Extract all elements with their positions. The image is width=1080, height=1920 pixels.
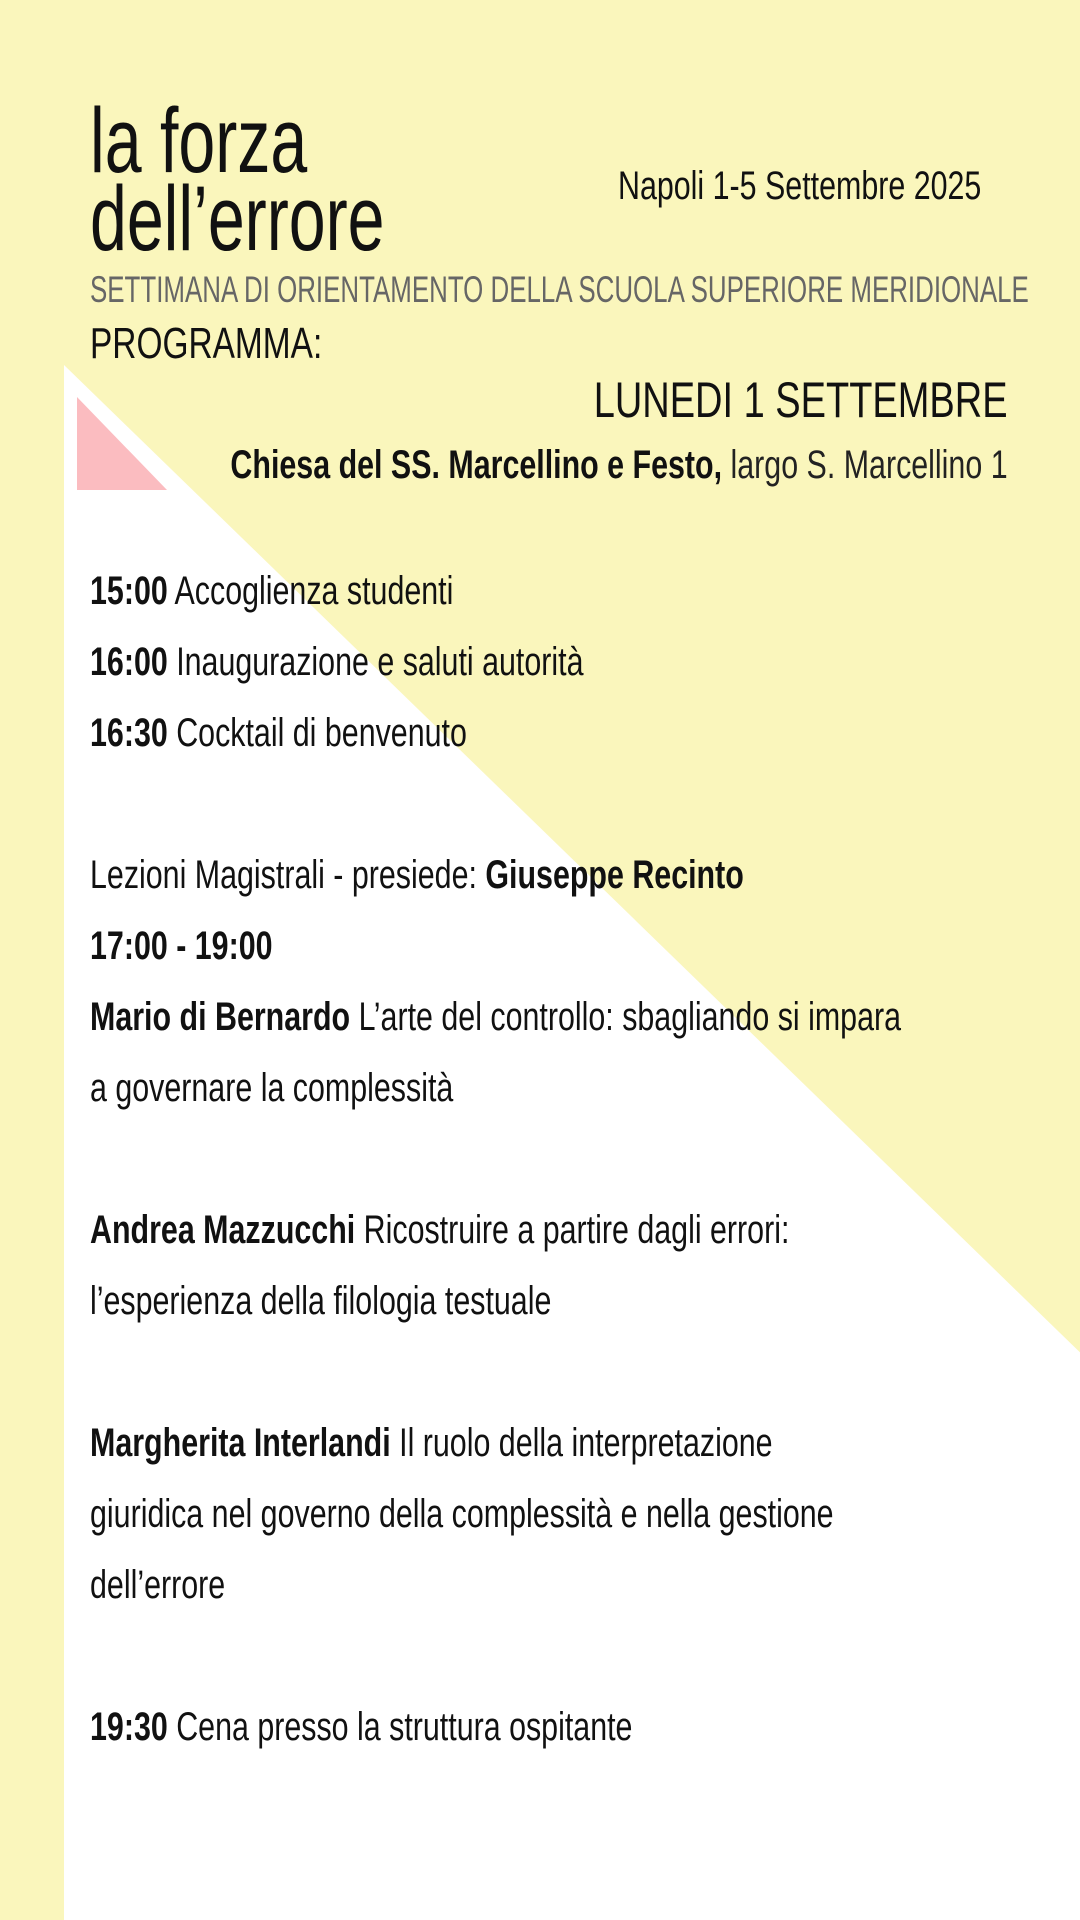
schedule-item (90, 556, 1050, 627)
event-subtitle: SETTIMANA DI ORIENTAMENTO DELLA SCUOLA SUPERIORE MERIDIONALE (90, 269, 1029, 310)
venue-name: Chiesa del SS. Marcellino e Festo, (230, 443, 723, 487)
spacer (90, 1621, 1050, 1692)
schedule-text: Cocktail di benvenuto (167, 711, 467, 755)
lecture-item (90, 982, 1050, 1053)
lecture-speaker: Andrea Mazzucchi (90, 1208, 356, 1252)
dinner-text: Cena presso la struttura ospitante (167, 1705, 633, 1749)
schedule-item (90, 698, 1050, 769)
lecture-speaker: Mario di Bernardo (90, 995, 351, 1039)
venue (0, 440, 1008, 490)
lecture-item (90, 1195, 1050, 1266)
lectures-chair: Giuseppe Recinto (485, 853, 744, 897)
lectures-heading: Lezioni Magistrali - presiede: Giuseppe Recinto (90, 853, 744, 897)
lecture-item-cont: giuridica nel governo della complessità e nella gestione (90, 1492, 834, 1536)
spacer (90, 1337, 1050, 1408)
schedule-text: Inaugurazione e saluti autorità (167, 640, 584, 684)
day-title: LUNEDI 1 SETTEMBRE (594, 372, 1008, 428)
lecture-title: Il ruolo della interpretazione (390, 1421, 773, 1465)
lecture-item (90, 1408, 1050, 1479)
venue-address: largo S. Marcellino 1 (722, 443, 1008, 487)
schedule-time: 16:00 (90, 640, 168, 684)
schedule-time: 15:00 (90, 569, 168, 613)
program-label: PROGRAMMA: (90, 319, 323, 368)
title-line-1: la forza (90, 90, 308, 192)
lecture-title: L’arte del controllo: sbagliando si impara (350, 995, 902, 1039)
event-date: Napoli 1-5 Settembre 2025 (618, 164, 982, 208)
dinner-time: 19:30 (90, 1705, 168, 1749)
spacer (90, 769, 1050, 840)
schedule-text: Accoglienza studenti (167, 569, 454, 613)
event-title (90, 90, 499, 270)
lecture-title: Ricostruire a partire dagli errori: (355, 1208, 790, 1252)
title-line-2: dell’errore (90, 168, 385, 270)
lecture-speaker: Margherita Interlandi (90, 1421, 391, 1465)
lecture-item-cont: l’esperienza della filologia testuale (90, 1279, 552, 1323)
agenda (90, 556, 1050, 1763)
lecture-item-cont: a governare la complessità (90, 1066, 454, 1110)
dinner-item (90, 1692, 1050, 1763)
spacer (90, 1124, 1050, 1195)
lectures-time: 17:00 - 19:00 (90, 924, 273, 968)
schedule-item (90, 627, 1050, 698)
lecture-item-cont: dell’errore (90, 1563, 226, 1607)
schedule-time: 16:30 (90, 711, 168, 755)
